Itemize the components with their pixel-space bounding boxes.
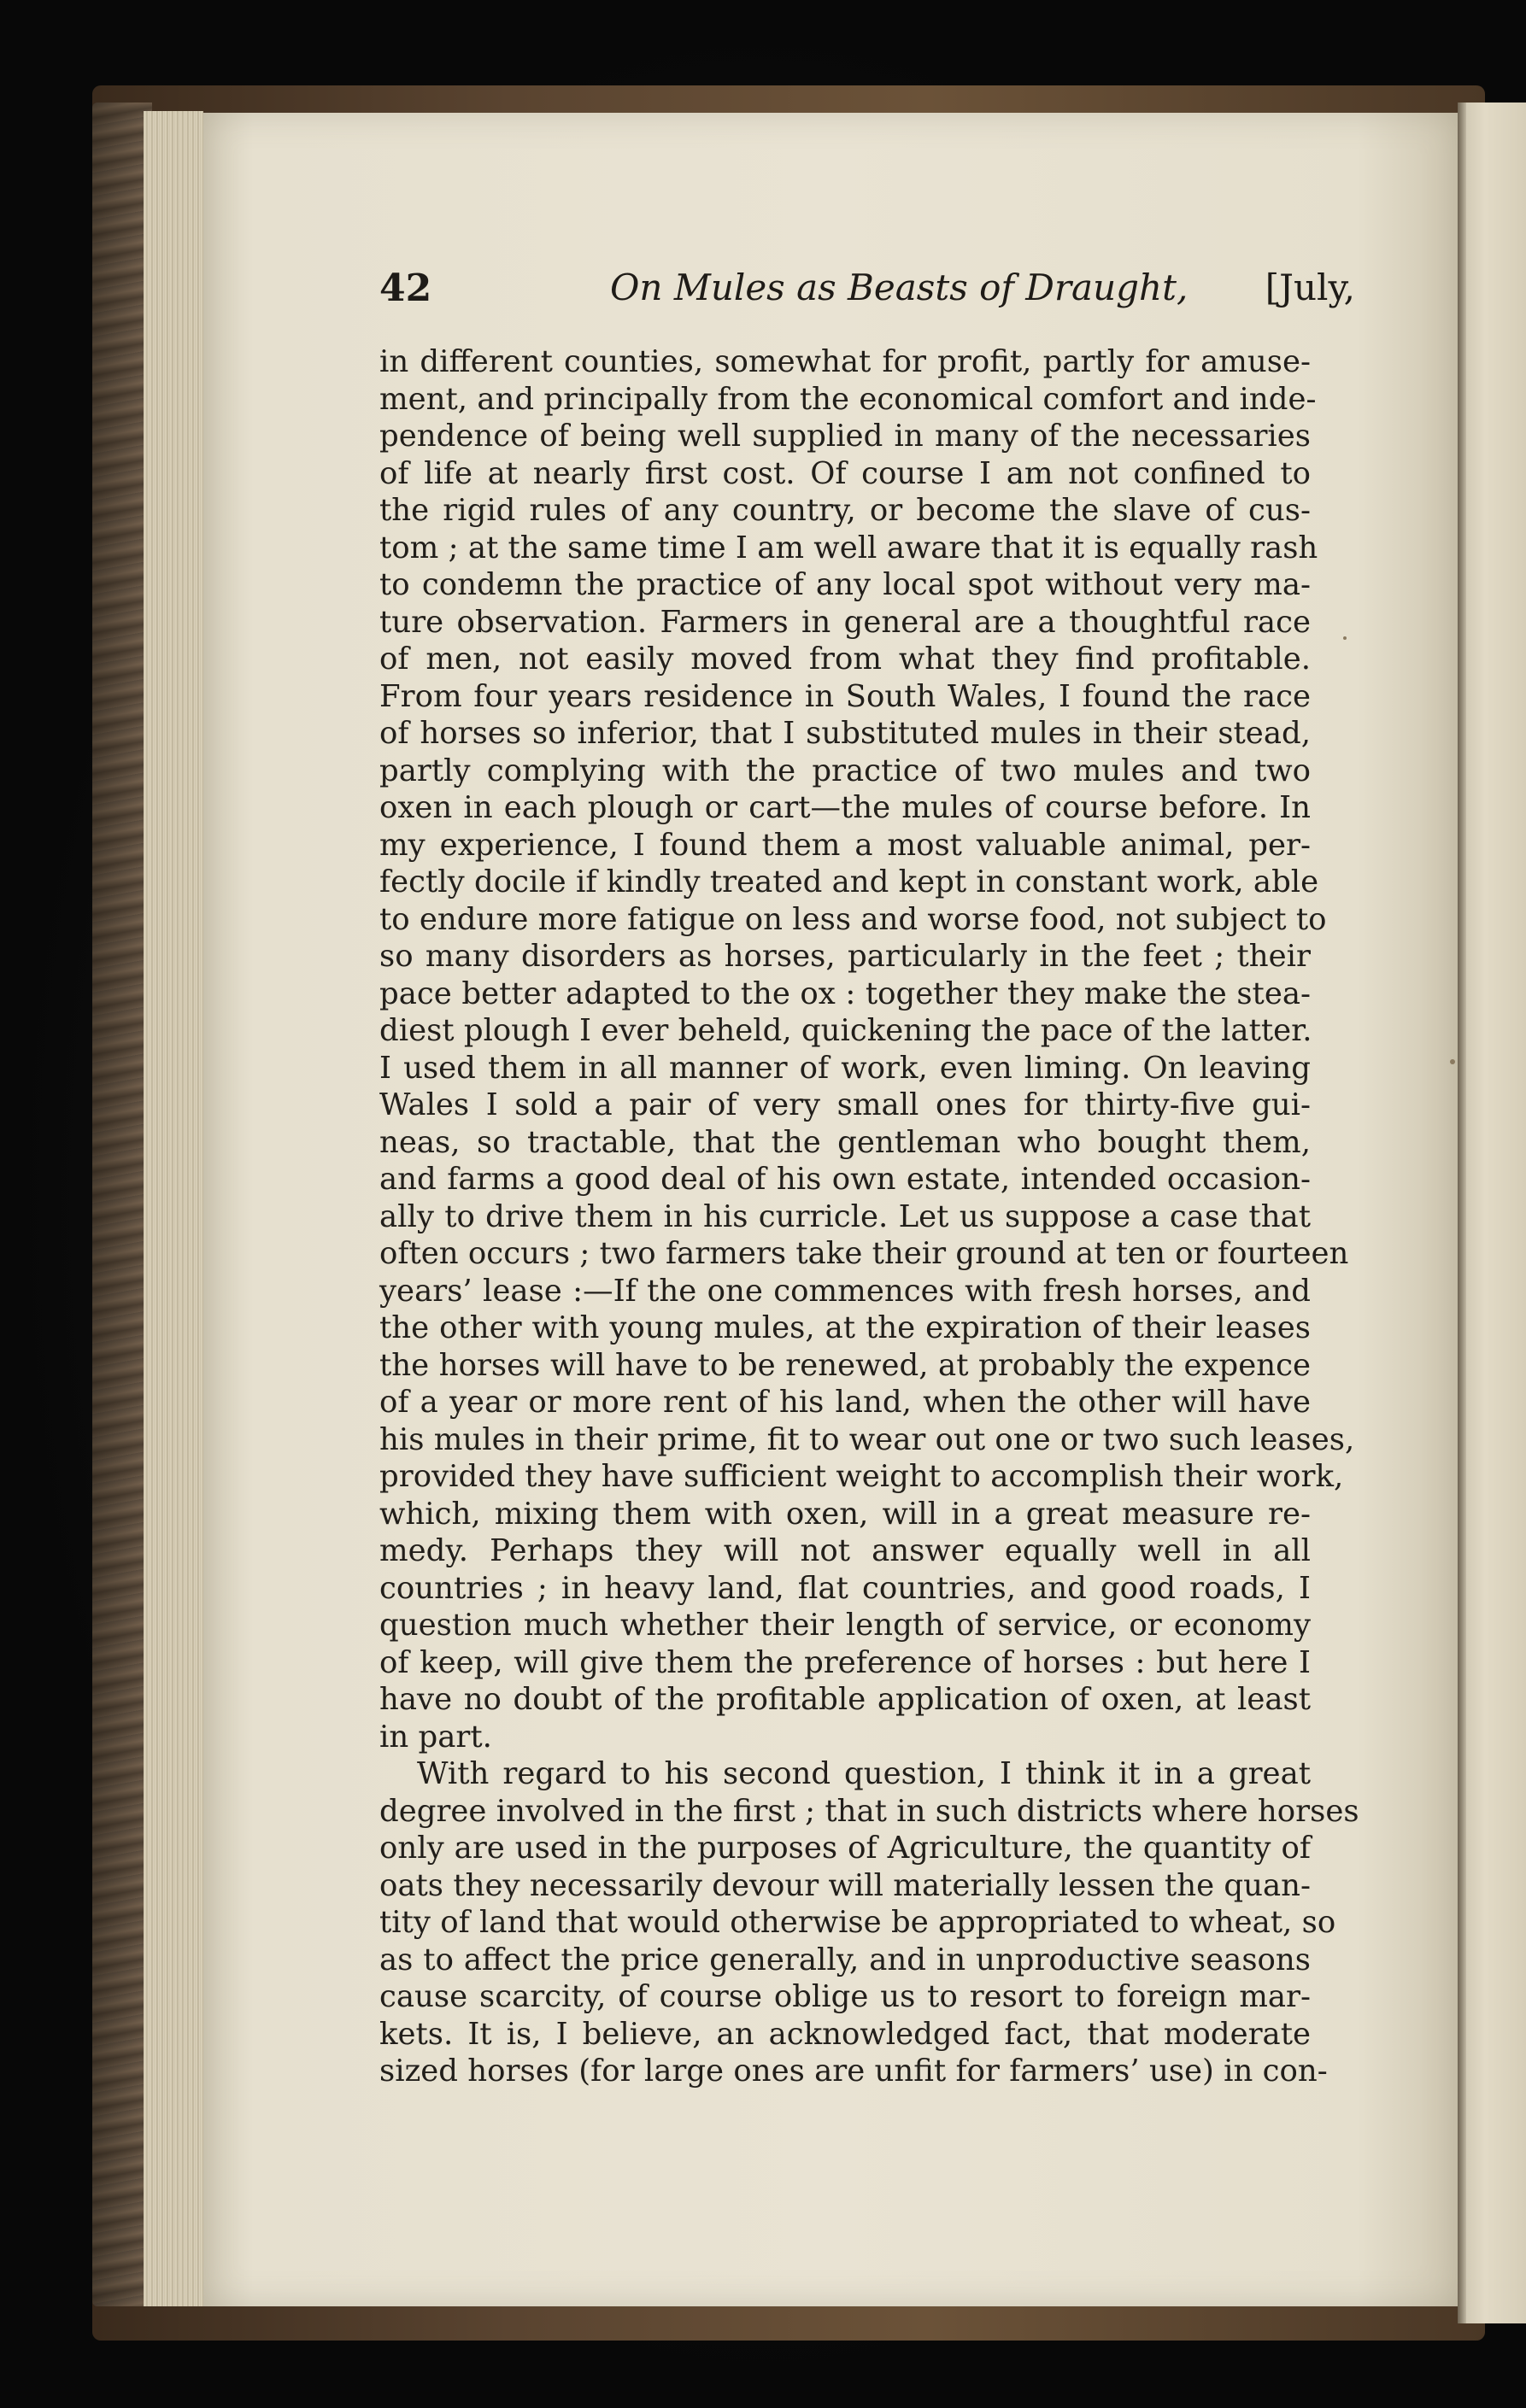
text-line: my experience, I found them a most valuable animal, per- xyxy=(379,827,1311,863)
text-line: often occurs ; two farmers take their ground at ten or fourteen xyxy=(379,1236,1349,1271)
text-line: countries ; in heavy land, flat countries, and good roads, I xyxy=(379,1570,1311,1606)
text-line: pace better adapted to the ox : together they make the stea- xyxy=(379,976,1311,1011)
text-line: tom ; at the same time I am well aware that it is equally rash xyxy=(379,530,1318,565)
text-line: oats they necessarily devour will materially lessen the quan- xyxy=(379,1867,1311,1903)
text-line: as to affect the price generally, and in unproductive seasons xyxy=(379,1942,1311,1977)
text-line: of keep, will give them the preference of horses : but here I xyxy=(379,1644,1311,1680)
text-line: the rigid rules of any country, or become the slave of cus- xyxy=(379,493,1311,528)
text-line: the other with young mules, at the expiration of their leases xyxy=(379,1310,1311,1345)
text-line: degree involved in the first ; that in such districts where horses xyxy=(379,1793,1359,1829)
text-line: of a year or more rent of his land, when the other will have xyxy=(379,1385,1311,1420)
text-line: pendence of being well supplied in many of the necessaries xyxy=(379,419,1311,454)
running-title: On Mules as Beasts of Draught, xyxy=(610,267,1189,308)
text-line: question much whether their length of service, or economy xyxy=(379,1608,1311,1643)
text-line: of men, not easily moved from what they find profitable. xyxy=(379,642,1311,677)
text-line: which, mixing them with oxen, will in a great measure re- xyxy=(379,1496,1311,1532)
page-number: 42 xyxy=(379,267,432,310)
text-line: of life at nearly first cost. Of course I am not confined to xyxy=(379,455,1311,491)
page-stack-edge xyxy=(144,111,203,2306)
text-line: ment, and principally from the economical comfort and inde- xyxy=(379,381,1317,417)
text-line: only are used in the purposes of Agriculture, the quantity of xyxy=(379,1831,1311,1866)
text-line: and farms a good deal of his own estate, intended occasion- xyxy=(379,1162,1311,1197)
text-line: partly complying with the practice of two mules and two xyxy=(379,753,1311,788)
text-line: provided they have sufficient weight to accomplish their work, xyxy=(379,1459,1344,1494)
facing-page-edge xyxy=(1458,103,1526,2323)
text-line: Wales I sold a pair of very small ones for thirty-five gui- xyxy=(379,1087,1311,1122)
text-line: to endure more fatigue on less and worse food, not subject to xyxy=(379,901,1327,937)
text-line: years’ lease :—If the one commences with fresh horses, and xyxy=(379,1273,1311,1309)
text-line: diest plough I ever beheld, quickening the pace of the latter. xyxy=(379,1013,1312,1048)
text-line: ally to drive them in his curricle. Let us suppose a case that xyxy=(379,1198,1311,1234)
text-line: kets. It is, I believe, an acknowledged fact, that moderate xyxy=(379,2016,1311,2052)
text-line: ture observation. Farmers in general are a thoughtful race xyxy=(379,604,1311,640)
issue-month: [July, xyxy=(1265,267,1355,308)
text-line: so many disorders as horses, particularly in the feet ; their xyxy=(379,939,1311,974)
text-line: in part. xyxy=(379,1719,492,1755)
body-text xyxy=(379,343,1359,2090)
text-line: tity of land that would otherwise be appropriated to wheat, so xyxy=(379,1905,1336,1940)
text-line: of horses so inferior, that I substituted mules in their stead, xyxy=(379,716,1311,751)
text-line: I used them in all manner of work, even liming. On leaving xyxy=(379,1050,1311,1086)
text-line: cause scarcity, of course oblige us to resort to foreign mar- xyxy=(379,1979,1311,2014)
text-line: From four years residence in South Wales, I found the race xyxy=(379,678,1311,714)
text-line: neas, so tractable, that the gentleman who bought them, xyxy=(379,1124,1311,1160)
paper-speck xyxy=(1450,1059,1455,1064)
text-line: fectly docile if kindly treated and kept in constant work, able xyxy=(379,864,1319,899)
paper-speck xyxy=(1343,636,1347,640)
text-line: his mules in their prime, fit to wear out one or two such leases, xyxy=(379,1421,1355,1457)
text-line: medy. Perhaps they will not answer equally well in all xyxy=(379,1533,1311,1568)
text-line: sized horses (for large ones are unfit for farmers’ use) in con- xyxy=(379,2054,1328,2089)
text-line: in different counties, somewhat for profit, partly for amuse- xyxy=(379,344,1311,379)
text-line: the horses will have to be renewed, at probably the expence xyxy=(379,1347,1311,1383)
running-head xyxy=(379,267,1355,318)
text-line: to condemn the practice of any local spot without very ma- xyxy=(379,567,1311,602)
text-line-paragraph-start: With regard to his second question, I think it in a great xyxy=(417,1756,1311,1791)
text-line: have no doubt of the profitable application of oxen, at least xyxy=(379,1682,1311,1717)
text-line: oxen in each plough or cart—the mules of course before. In xyxy=(379,790,1311,825)
